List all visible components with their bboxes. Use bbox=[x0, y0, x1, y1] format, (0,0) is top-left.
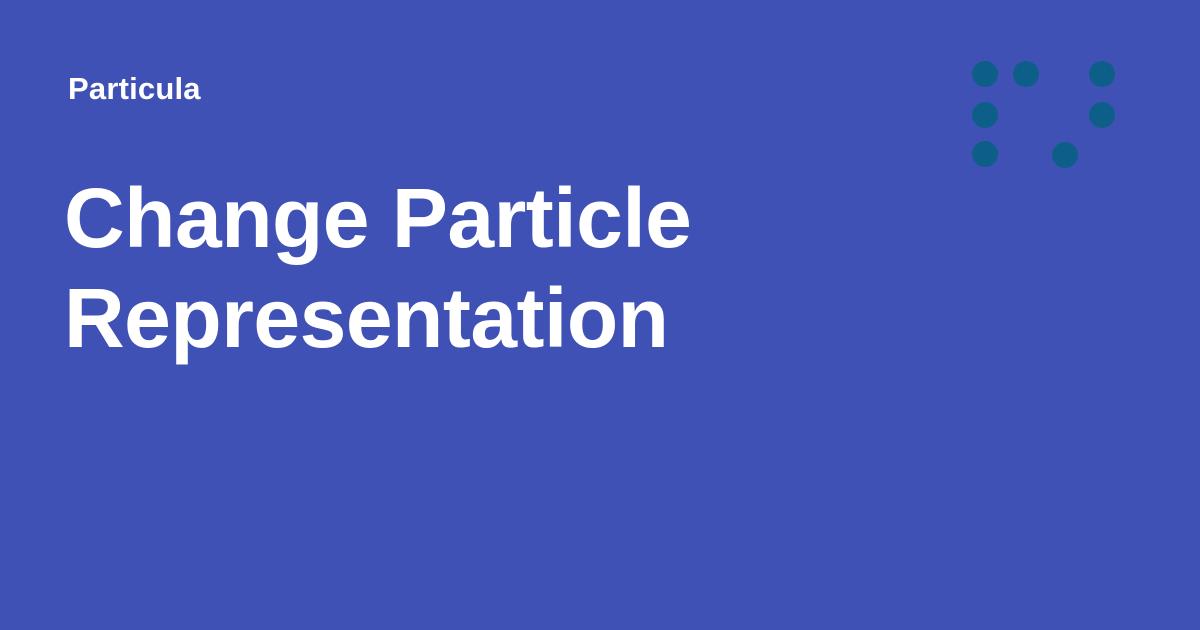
logo-dot bbox=[1089, 102, 1115, 128]
logo-dot bbox=[1052, 142, 1078, 168]
page-title-line-2: Representation bbox=[64, 271, 669, 365]
logo-dot bbox=[1089, 61, 1115, 87]
brand-name: Particula bbox=[68, 71, 201, 106]
page-title-line-1: Change Particle bbox=[64, 171, 692, 265]
logo-dot bbox=[972, 102, 998, 128]
page-title bbox=[64, 168, 924, 368]
logo-dot bbox=[1013, 61, 1039, 87]
dot-grid-logo-icon bbox=[960, 58, 1130, 178]
logo-dot bbox=[972, 141, 998, 167]
logo-dot bbox=[972, 61, 998, 87]
